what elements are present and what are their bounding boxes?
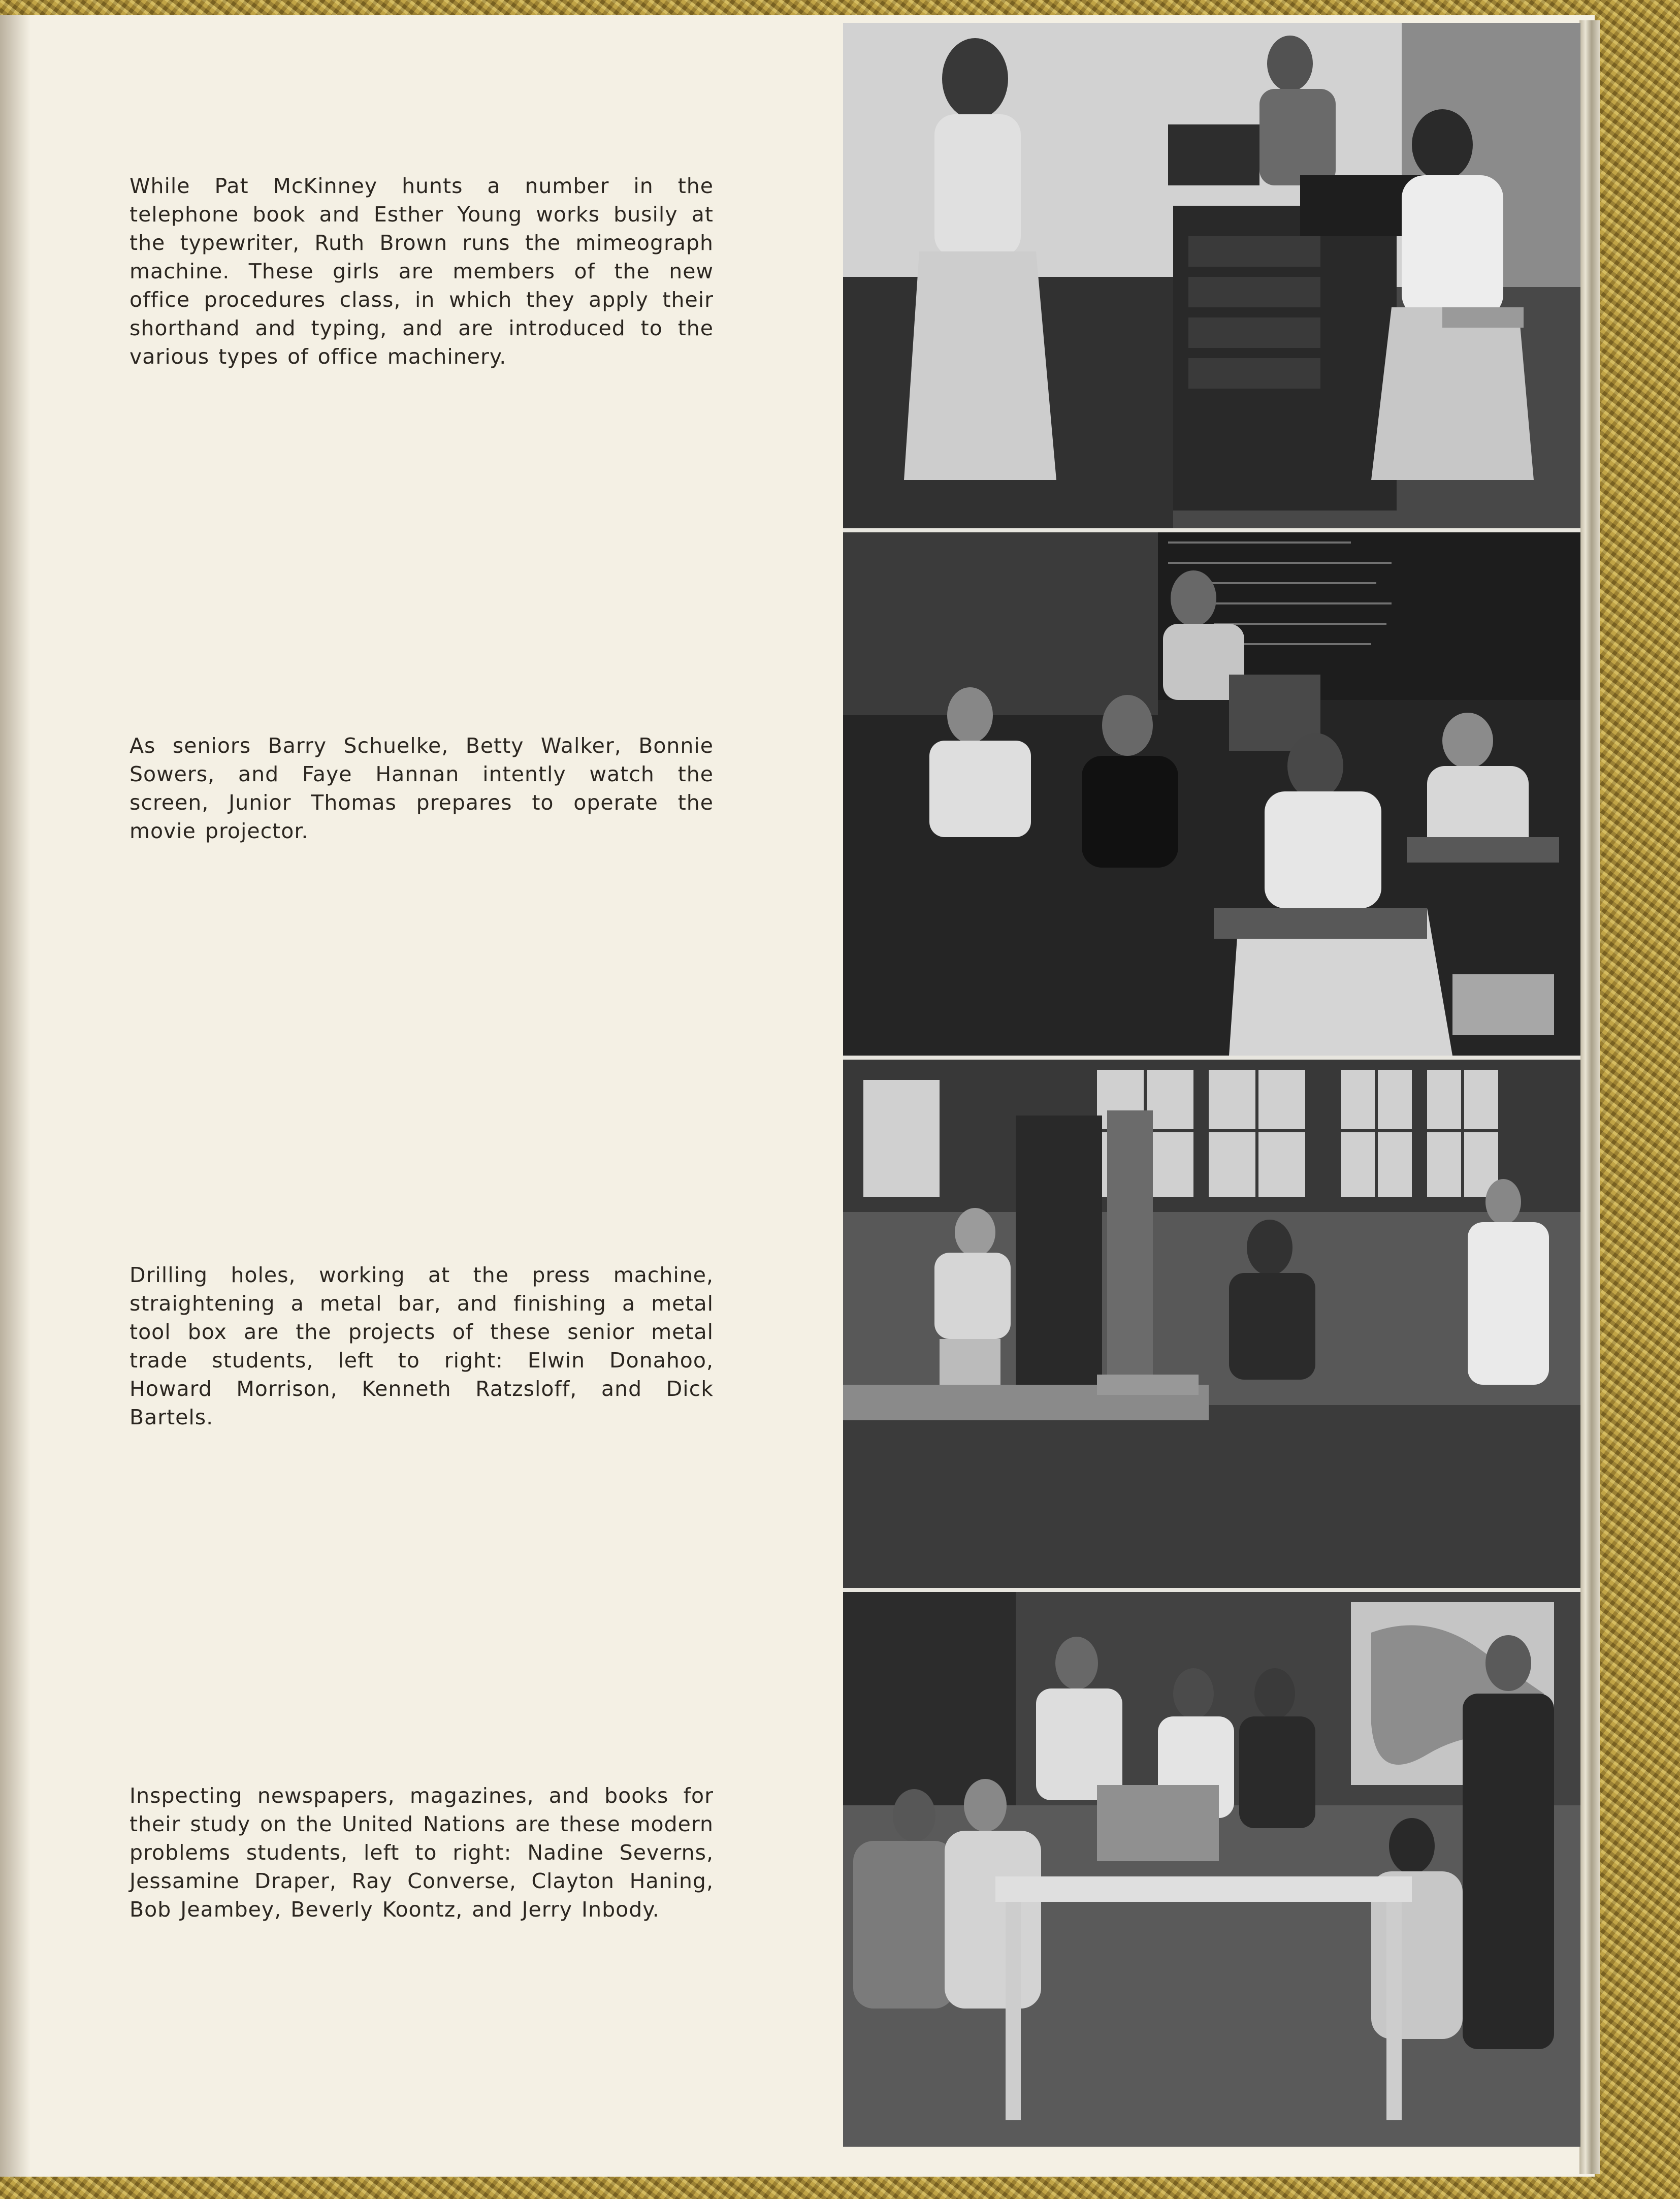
binding-shadow (0, 15, 30, 2177)
page-edge (1579, 20, 1600, 2174)
caption-office-procedures: While Pat McKinney hunts a number in the telephone book and Esther Young works busily at the typewriter, Ruth Brown runs the mimeograph machine. These girls are members of the new office procedures class, in which they apply their shorthand and typing, and are introduced to the various types of office machinery. (130, 174, 714, 369)
caption-metal-trade: Drilling holes, working at the press machine, straightening a metal bar, and finishing a metal tool box are the projects of these senior metal trade students, left to right: Elwin Donahoo, Howard Morrison, Kenneth Ratzsloff, and Dick Bartels. (130, 1263, 714, 1429)
photo-movie-projector-class (843, 532, 1580, 1056)
caption-modern-problems: Inspecting newspapers, magazines, and books for their study on the United Nations are these modern problems students, left to right: Nadine Severns, Jessamine Draper, Ray Converse, Clayton Haning, Bob Jeambey, Beverly Koontz, and Jerry Inbody. (130, 1783, 714, 1922)
photo-modern-problems-class (843, 1592, 1580, 2147)
caption-movie-projector: As seniors Barry Schuelke, Betty Walker, Bonnie Sowers, and Faye Hannan intently watch the screen, Junior Thomas prepares to operate the movie projector. (130, 734, 714, 843)
photo-office-procedures-class (843, 23, 1580, 528)
photo-metal-trade-class (843, 1060, 1580, 1588)
